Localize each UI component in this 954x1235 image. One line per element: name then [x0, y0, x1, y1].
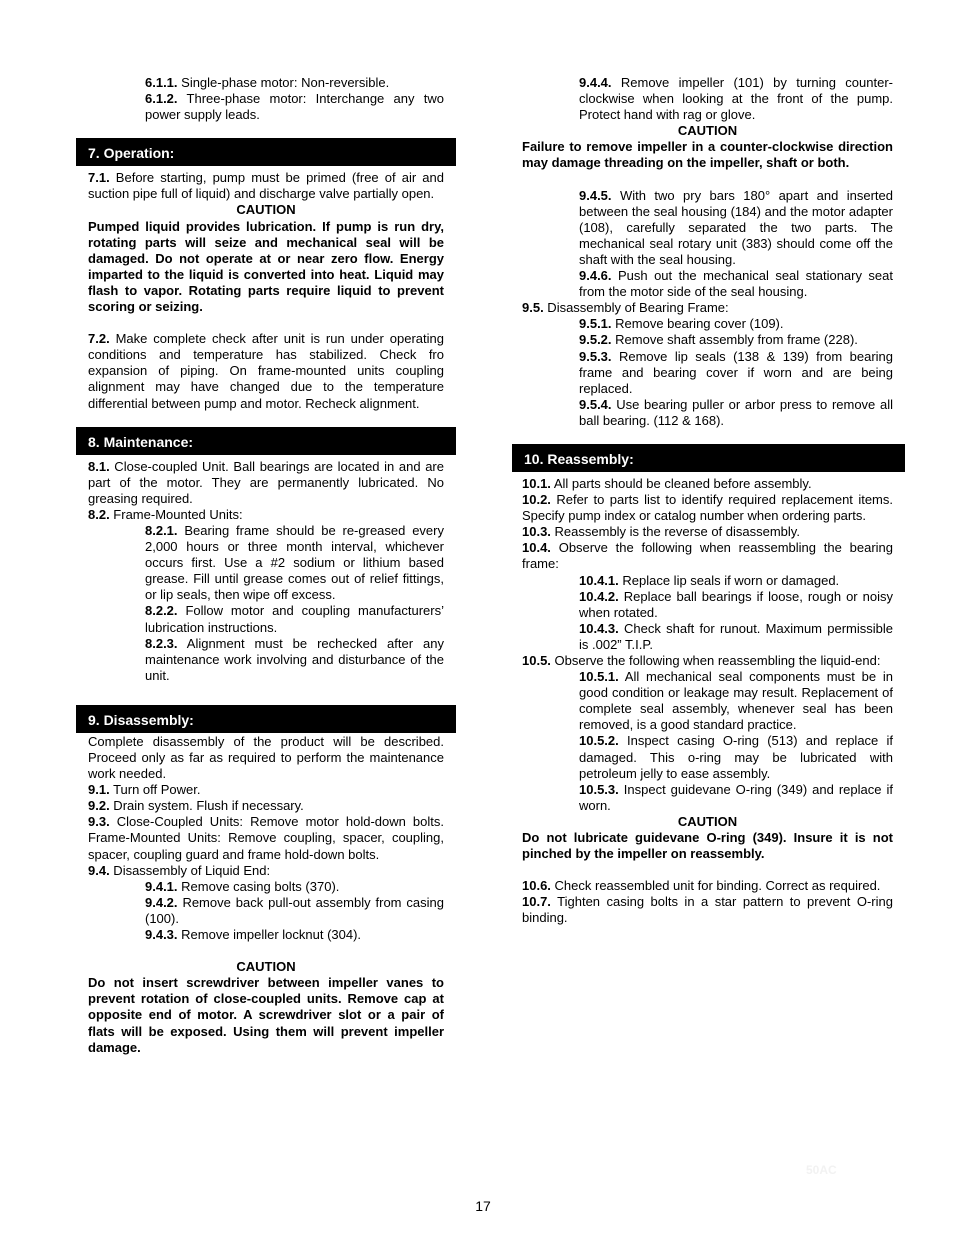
paragraph-8-2: 8.2. Frame-Mounted Units: [88, 506, 243, 522]
section-heading-operation: 7. Operation: [76, 138, 456, 166]
paragraph-9-1: 9.1. Turn off Power. [88, 782, 201, 798]
paragraph-9-4-4: 9.4.4. Remove impeller (101) by turning counter-clockwise when looking at the front of the pump. Protect hand with rag or glove. [579, 75, 893, 123]
paragraph-9-5-2: 9.5.2. Remove shaft assembly from frame (228). [579, 332, 858, 348]
left-column [88, 75, 444, 1056]
paragraph-8-2-3: 8.2.3. Alignment must be rechecked after any maintenance work involving and disturbance of the unit. [145, 635, 444, 683]
paragraph-9-3: 9.3. Close-Coupled Units: Remove motor hold-down bolts. Frame-Mounted Units: Remove coupling, spacer, coupling, spacer, coupling guard and frame hold-down bolts. [88, 814, 444, 862]
section-heading-reassembly: 10. Reassembly: [512, 444, 905, 472]
footer-document-code: 50AC [806, 1163, 837, 1177]
paragraph-7-2: 7.2. Make complete check after unit is run under operating conditions and temperature has stabilized. Check fro expansion of piping. On frame-mounted units coupling alignment may have changed due to the temperature differential between pump and motor. Recheck alignment. [88, 331, 444, 411]
paragraph-9-4-5: 9.4.5. With two pry bars 180° apart and inserted between the seal housing (184) and the motor adapter (108), carefully separated the two parts. The mechanical seal rotary unit (383) should come off the shaft with the seal housing. [579, 187, 893, 267]
paragraph-10-3: 10.3. Reassembly is the reverse of disassembly. [522, 524, 800, 540]
paragraph-8-2-2: 8.2.2. Follow motor and coupling manufacturers’ lubrication instructions. [145, 603, 444, 635]
paragraph-9-4-3: 9.4.3. Remove impeller locknut (304). [145, 927, 362, 943]
paragraph-10-5-3: 10.5.3. Inspect guidevane O-ring (349) and replace if worn. [579, 781, 893, 813]
paragraph-9-4-2: 9.4.2. Remove back pull-out assembly from casing (100). [145, 894, 444, 926]
paragraph-9-4: 9.4. Disassembly of Liquid End: [88, 862, 271, 878]
paragraph-10-7: 10.7. Tighten casing bolts in a star pattern to prevent O-ring binding. [522, 894, 893, 926]
paragraph-9-intro: Complete disassembly of the product will be described. Proceed only as far as required to perform the maintenance work needed. [88, 733, 444, 782]
paragraph-10-4-3: 10.4.3. Check shaft for runout. Maximum permissible is .002” T.I.P. [579, 620, 893, 652]
paragraph-10-4-1: 10.4.1. Replace lip seals if worn or damaged. [579, 572, 840, 588]
caution-text: Pumped liquid provides lubrication. If pump is run dry, rotating parts will seize and mechanical seal will be damaged. Do not operate at or near zero flow. Energy imparted to the liquid is converted into heat. Liquid may flash to vapor. Rotating parts require liquid to prevent scoring or seizing. [88, 218, 444, 315]
paragraph-9-5-3: 9.5.3. Remove lip seals (138 & 139) from bearing frame and bearing cover if worn and are being replaced. [579, 348, 893, 396]
paragraph-10-6: 10.6. Check reassembled unit for binding. Correct as required. [522, 878, 881, 894]
paragraph-10-5: 10.5. Observe the following when reassembling the liquid-end: [522, 653, 881, 668]
caution-label: CAUTION [236, 202, 296, 218]
paragraph-9-2: 9.2. Drain system. Flush if necessary. [88, 798, 304, 814]
caution-text: Do not lubricate guidevane O-ring (349). Insure it is not pinched by the impeller on reassembly. [522, 830, 893, 862]
paragraph-9-5-1: 9.5.1. Remove bearing cover (109). [579, 316, 784, 332]
paragraph-10-1: 10.1. All parts should be cleaned before assembly. [522, 475, 812, 491]
section-heading-disassembly: 9. Disassembly: [76, 705, 456, 733]
paragraph-9-5: 9.5. Disassembly of Bearing Frame: [522, 300, 729, 316]
caution-text: Do not insert screwdriver between impeller vanes to prevent rotation of close-coupled units. Remove cap at opposite end of motor. A screwdriver slot or a pair of flats will be exposed. Using them will prevent impeller damage. [88, 975, 444, 1055]
paragraph-6-1-1: 6.1.1. Single-phase motor: Non-reversible. [145, 75, 390, 90]
paragraph-8-2-1: 8.2.1. Bearing frame should be re-greased every 2,000 hours or three month interval, whichever occurs first. Use a #2 sodium or lithium based grease. Fill until grease comes out of relief fittings, or lip seals, then wipe off excess. [145, 522, 444, 603]
page-number: 17 [475, 1198, 491, 1214]
paragraph-9-4-1: 9.4.1. Remove casing bolts (370). [145, 878, 340, 894]
section-heading-maintenance: 8. Maintenance: [76, 427, 456, 455]
paragraph-8-1: 8.1. Close-coupled Unit. Ball bearings are located in and are part of the motor. They are permanently lubricated. No greasing required. [88, 458, 444, 506]
caution-text: Failure to remove impeller in a counter-clockwise direction may damage threading on the impeller, shaft or both. [522, 139, 893, 171]
paragraph-9-5-4: 9.5.4. Use bearing puller or arbor press to remove all ball bearing. (112 & 168). [579, 396, 893, 428]
paragraph-7-1: 7.1. Before starting, pump must be primed (free of air and suction pipe full of liquid) and discharge valve partially open. [88, 170, 444, 202]
right-column [522, 75, 893, 927]
paragraph-10-5-2: 10.5.2. Inspect casing O-ring (513) and replace if damaged. This o-ring may be lubricated with petroleum jelly to ease assembly. [579, 733, 893, 781]
caution-label: CAUTION [236, 959, 296, 975]
paragraph-10-2: 10.2. Refer to parts list to identify required replacement items. Specify pump index or catalog number when ordering parts. [522, 492, 893, 524]
paragraph-10-4-2: 10.4.2. Replace ball bearings if loose, rough or noisy when rotated. [579, 588, 893, 620]
caution-label: CAUTION [677, 123, 738, 139]
paragraph-6-1-2: 6.1.2. Three-phase motor: Interchange any two power supply leads. [145, 91, 444, 123]
paragraph-9-4-6: 9.4.6. Push out the mechanical seal stationary seat from the motor side of the seal housing. [579, 268, 893, 300]
paragraph-10-5-1: 10.5.1. All mechanical seal components must be in good condition or leakage may result. Replacement of complete seal assembly, whenever seal has been removed, is a good standard practice. [579, 669, 893, 733]
paragraph-10-4: 10.4. Observe the following when reassembling the bearing frame: [522, 540, 893, 572]
caution-label: CAUTION [677, 813, 738, 829]
